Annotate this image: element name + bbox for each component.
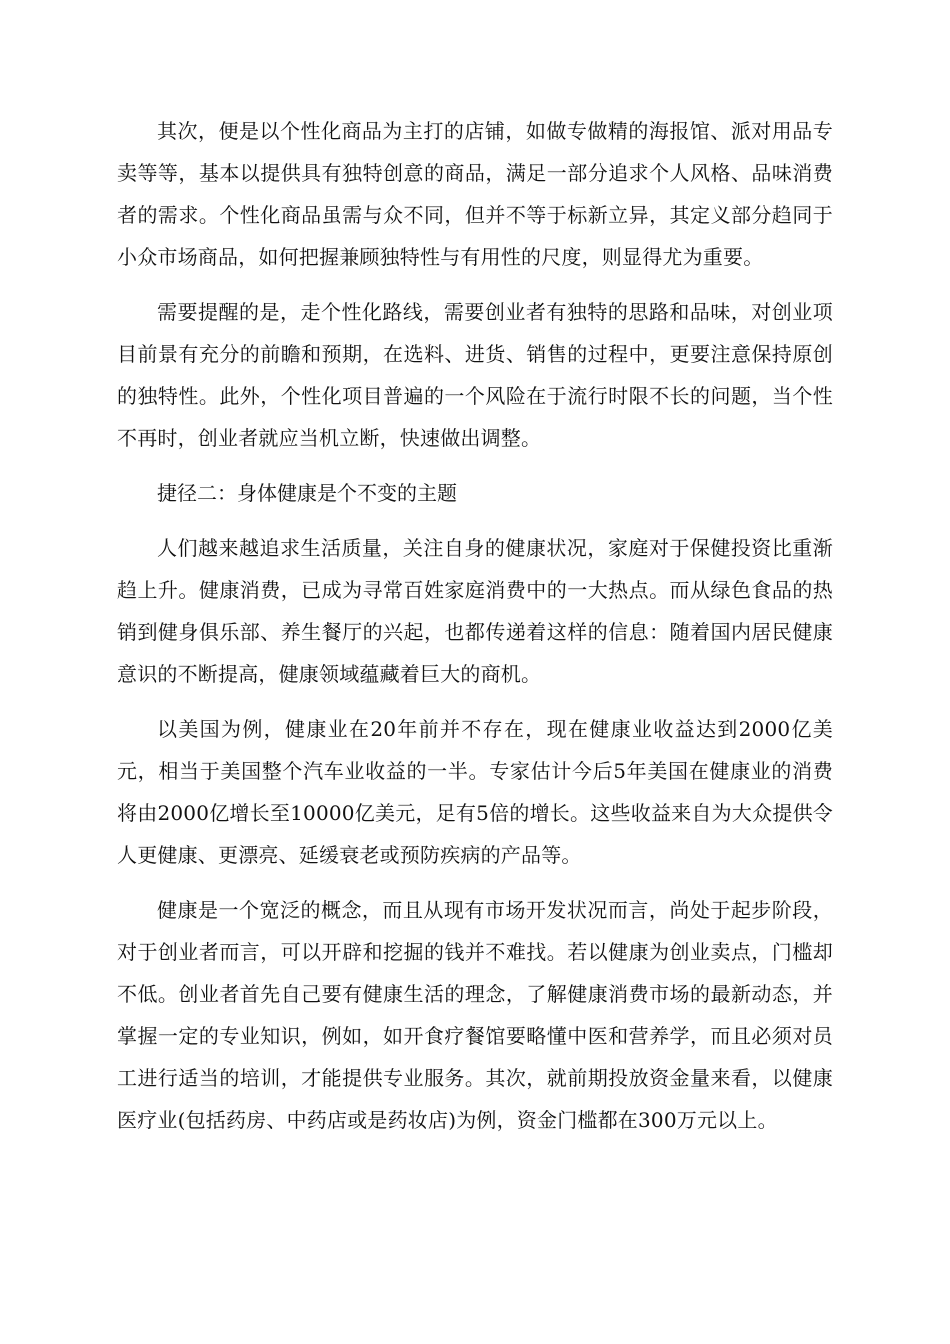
section-heading-health: 捷径二：身体健康是个不变的主题: [157, 481, 457, 505]
paragraph-us-example: 以美国为例，健康业在20年前并不存在，现在健康业收益达到2000亿美元，相当于美国整个汽车业收益的一半。专家估计今后5年美国在健康业的消费将由2000亿增长至10000亿美元，足有5倍的增长。这些收益来自为大众提供令人更健康、更漂亮、延缓衰老或预防疾病的产品等。: [117, 717, 833, 867]
paragraph-personalized-risk: 需要提醒的是，走个性化路线，需要创业者有独特的思路和品味，对创业项目前景有充分的前瞻和预期，在选料、进货、销售的过程中，更要注意保持原创的独特性。此外，个性化项目普遍的一个风险在于流行时限不长的问题，当个性不再时，创业者就应当机立断，快速做出调整。: [117, 300, 833, 450]
paragraph-health-consumption: 人们越来越追求生活质量，关注自身的健康状况，家庭对于保健投资比重渐趋上升。健康消费，已成为寻常百姓家庭消费中的一大热点。而从绿色食品的热销到健身俱乐部、养生餐厅的兴起，也都传递着这样的信息：随着国内居民健康意识的不断提高，健康领域蕴藏着巨大的商机。: [117, 536, 833, 686]
paragraph-personalized-shops: 其次，便是以个性化商品为主打的店铺，如做专做精的海报馆、派对用品专卖等等，基本以提供具有独特创意的商品，满足一部分追求个人风格、品味消费者的需求。个性化商品虽需与众不同，但并不等于标新立异，其定义部分趋同于小众市场商品，如何把握兼顾独特性与有用性的尺度，则显得尤为重要。: [117, 119, 833, 269]
paragraph-health-concept: 健康是一个宽泛的概念，而且从现有市场开发状况而言，尚处于起步阶段，对于创业者而言，可以开辟和挖掘的钱并不难找。若以健康为创业卖点，门槛却不低。创业者首先自己要有健康生活的理念，了解健康消费市场的最新动态，并掌握一定的专业知识，例如，如开食疗餐馆要略懂中医和营养学，而且必须对员工进行适当的培训，才能提供专业服务。其次，就前期投放资金量来看，以健康医疗业(包括药房、中药店或是药妆店)为例，资金门槛都在300万元以上。: [117, 898, 833, 1132]
document-body: [117, 110, 833, 1154]
